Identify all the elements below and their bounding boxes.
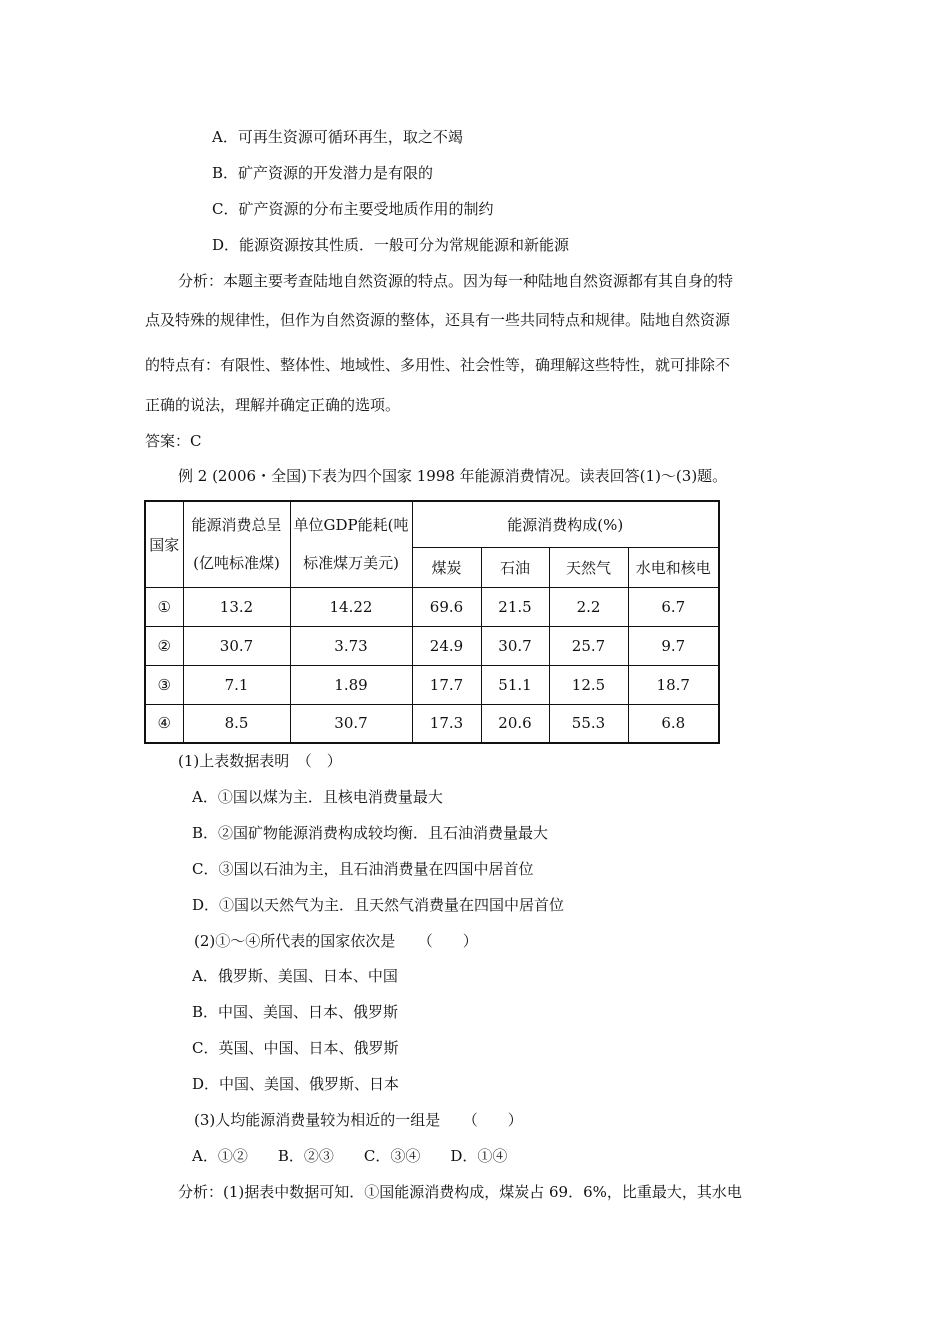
analysis1-line-2: 点及特殊的规律性，但作为自然资源的整体，还具有一些共同特点和规律。陆地自然资源	[145, 311, 731, 329]
cell-total: 30.7	[183, 626, 290, 665]
sub3-question: (3)人均能源消费量较为相近的一组是 （ ）	[194, 1111, 523, 1129]
sub2-option-c: C．英国、中国、日本、俄罗斯	[192, 1039, 399, 1057]
cell-country: ④	[145, 704, 183, 743]
table-row	[145, 626, 719, 665]
table-row	[145, 704, 719, 743]
analysis1-line-4: 正确的说法，理解并确定正确的选项。	[145, 396, 401, 414]
sub1-option-b: B．②国矿物能源消费构成较均衡．且石油消费量最大	[192, 824, 549, 842]
header-structure: 能源消费构成(%)	[412, 501, 719, 547]
cell-total: 8.5	[183, 704, 290, 743]
q1-option-c: C．矿产资源的分布主要受地质作用的制约	[212, 200, 494, 218]
cell-country: ③	[145, 665, 183, 704]
header-total-line2: (亿吨标准煤)	[193, 554, 280, 573]
sub1-question: (1)上表数据表明 （ ）	[178, 752, 342, 770]
cell-country: ①	[145, 587, 183, 626]
cell-gas: 25.7	[549, 626, 628, 665]
header-total	[183, 501, 290, 587]
q1-option-d: D．能源资源按其性质．一般可分为常规能源和新能源	[212, 236, 570, 254]
sub2-option-d: D．中国、美国、俄罗斯、日本	[192, 1075, 400, 1093]
cell-coal: 17.3	[412, 704, 481, 743]
header-country: 国家	[145, 501, 183, 587]
table-row	[145, 587, 719, 626]
sub2-option-b: B．中国、美国、日本、俄罗斯	[192, 1003, 399, 1021]
energy-table	[144, 500, 720, 744]
cell-oil: 30.7	[481, 626, 549, 665]
sub1-option-d: D．①国以天然气为主．且天然气消费量在四国中居首位	[192, 896, 565, 914]
header-coal: 煤炭	[412, 547, 481, 587]
cell-coal: 24.9	[412, 626, 481, 665]
header-oil: 石油	[481, 547, 549, 587]
cell-total: 13.2	[183, 587, 290, 626]
cell-hydro: 6.8	[628, 704, 719, 743]
header-total-line1: 能源消费总呈	[191, 516, 282, 535]
sub2-question: (2)①～④所代表的国家依次是 （ ）	[194, 932, 478, 950]
cell-coal: 69.6	[412, 587, 481, 626]
example2-intro: 例 2 (2006・全国)下表为四个国家 1998 年能源消费情况。读表回答(1)～(3)题。	[178, 467, 728, 485]
cell-hydro: 6.7	[628, 587, 719, 626]
cell-gdp: 14.22	[290, 587, 412, 626]
header-gas: 天然气	[549, 547, 628, 587]
sub3-options: A．①② B．②③ C．③④ D．①④	[192, 1147, 508, 1165]
cell-gdp: 30.7	[290, 704, 412, 743]
cell-oil: 20.6	[481, 704, 549, 743]
cell-gas: 55.3	[549, 704, 628, 743]
answer1: 答案：C	[145, 432, 202, 450]
header-gdp	[290, 501, 412, 587]
table-row	[145, 665, 719, 704]
sub1-option-a: A．①国以煤为主．且核电消费量最大	[192, 788, 443, 806]
cell-gas: 12.5	[549, 665, 628, 704]
cell-gas: 2.2	[549, 587, 628, 626]
cell-coal: 17.7	[412, 665, 481, 704]
cell-oil: 51.1	[481, 665, 549, 704]
cell-country: ②	[145, 626, 183, 665]
cell-total: 7.1	[183, 665, 290, 704]
sub2-option-a: A．俄罗斯、美国、日本、中国	[192, 967, 398, 985]
cell-hydro: 18.7	[628, 665, 719, 704]
cell-gdp: 1.89	[290, 665, 412, 704]
cell-oil: 21.5	[481, 587, 549, 626]
q1-option-b: B．矿产资源的开发潜力是有限的	[212, 164, 434, 182]
header-gdp-line2: 标准煤万美元)	[303, 554, 399, 573]
header-hydro: 水电和核电	[628, 547, 719, 587]
cell-hydro: 9.7	[628, 626, 719, 665]
analysis1-line-3: 的特点有：有限性、整体性、地域性、多用性、社会性等，确理解这些特性，就可排除不	[145, 356, 731, 374]
analysis1-line-1: 分析：本题主要考查陆地自然资源的特点。因为每一种陆地自然资源都有其自身的特	[178, 272, 734, 290]
sub1-option-c: C．③国以石油为主，且石油消费量在四国中居首位	[192, 860, 534, 878]
header-gdp-line1: 单位GDP能耗(吨	[293, 516, 409, 535]
analysis2-line-1: 分析：(1)据表中数据可知．①国能源消费构成，煤炭占 69．6%，比重最大，其水电	[178, 1183, 742, 1201]
cell-gdp: 3.73	[290, 626, 412, 665]
q1-option-a: A．可再生资源可循环再生，取之不竭	[212, 128, 463, 146]
